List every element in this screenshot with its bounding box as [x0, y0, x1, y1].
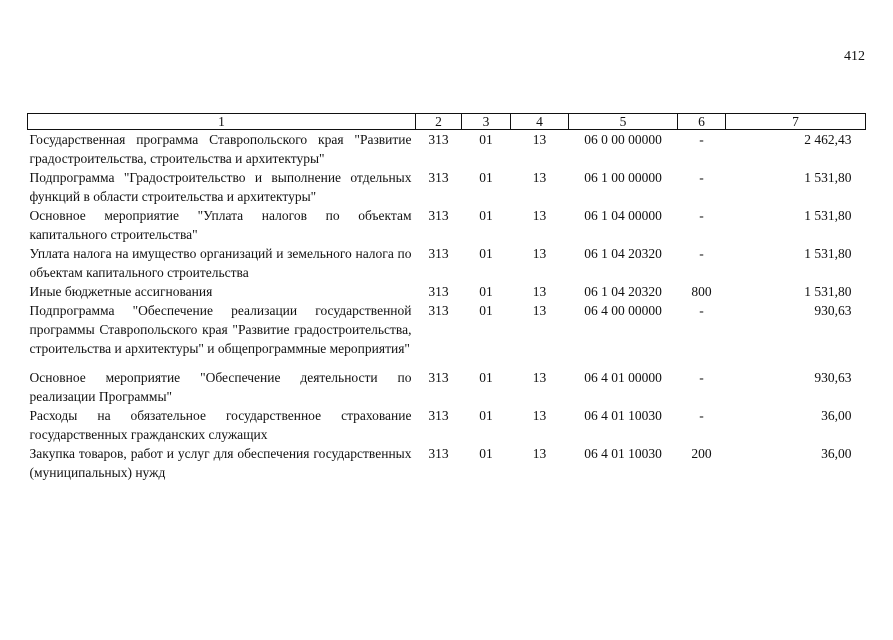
row-ved: 313 — [428, 303, 449, 318]
row-name: Уплата налога на имущество организаций и земельного налога по объектам капитального строительства — [29, 246, 412, 280]
row-pr: 13 — [532, 408, 547, 423]
row-csr: 06 1 00 00000 — [584, 170, 662, 185]
header-row — [28, 114, 866, 130]
table-header — [28, 114, 866, 130]
header-col-2: 2 — [416, 114, 462, 130]
row-pr: 13 — [532, 303, 547, 318]
row-name: Основное мероприятие "Обеспечение деятельности по реализации Программы" — [29, 370, 412, 404]
row-vr: - — [699, 208, 704, 223]
row-csr: 06 4 01 00000 — [584, 370, 662, 385]
row-name: Государственная программа Ставропольского края "Развитие градостроительства, строительства и архитектуры" — [29, 132, 412, 166]
row-sum: 1 531,80 — [804, 208, 852, 223]
row-ved: 313 — [428, 208, 449, 223]
row-ved: 313 — [428, 284, 449, 299]
row-pr: 13 — [532, 170, 547, 185]
table-row — [28, 368, 866, 406]
row-pr: 13 — [532, 284, 547, 299]
row-rz: 01 — [479, 246, 493, 261]
row-vr: - — [699, 170, 704, 185]
row-rz: 01 — [479, 284, 493, 299]
row-vr: 800 — [691, 284, 712, 299]
row-pr: 13 — [532, 246, 547, 261]
row-sum: 36,00 — [821, 408, 852, 423]
table-row — [28, 206, 866, 244]
header-col-7: 7 — [726, 114, 866, 130]
row-vr: - — [699, 370, 704, 385]
row-vr: - — [699, 246, 704, 261]
row-csr: 06 4 00 00000 — [584, 303, 662, 318]
row-name: Подпрограмма "Градостроительство и выполнение отдельных функций в области строительства и архитектуры" — [29, 170, 412, 204]
row-pr: 13 — [532, 132, 547, 147]
row-rz: 01 — [479, 370, 493, 385]
row-csr: 06 1 04 00000 — [584, 208, 662, 223]
row-csr: 06 1 04 20320 — [584, 284, 662, 299]
row-csr: 06 1 04 20320 — [584, 246, 662, 261]
page-number: 412 — [844, 49, 865, 64]
row-ved: 313 — [428, 446, 449, 461]
budget-table — [27, 113, 866, 482]
table-row — [28, 130, 866, 169]
row-rz: 01 — [479, 408, 493, 423]
row-name: Подпрограмма "Обеспечение реализации государственной программы Ставропольского края "Развитие градостроительства, строительства и архитектуры" и общепрограммные мероприятия" — [29, 303, 412, 356]
header-col-5: 5 — [569, 114, 678, 130]
row-vr: 200 — [691, 446, 712, 461]
row-vr: - — [699, 408, 704, 423]
row-ved: 313 — [428, 170, 449, 185]
row-name: Расходы на обязательное государственное страхование государственных гражданских служащих — [29, 408, 412, 442]
row-sum: 1 531,80 — [804, 246, 852, 261]
row-csr: 06 0 00 00000 — [584, 132, 662, 147]
row-rz: 01 — [479, 303, 493, 318]
table-row — [28, 244, 866, 282]
row-ved: 313 — [428, 408, 449, 423]
row-sum: 930,63 — [814, 370, 852, 385]
row-name: Иные бюджетные ассигнования — [29, 284, 213, 299]
row-ved: 313 — [428, 132, 449, 147]
table-row — [28, 282, 866, 301]
row-sum: 1 531,80 — [804, 284, 852, 299]
table-body — [28, 130, 866, 483]
row-rz: 01 — [479, 208, 493, 223]
row-rz: 01 — [479, 446, 493, 461]
row-rz: 01 — [479, 170, 493, 185]
row-sum: 930,63 — [814, 303, 852, 318]
row-csr: 06 4 01 10030 — [584, 408, 662, 423]
header-col-3: 3 — [462, 114, 511, 130]
table-row — [28, 301, 866, 368]
header-col-1: 1 — [28, 114, 416, 130]
header-col-6: 6 — [678, 114, 726, 130]
row-vr: - — [699, 132, 704, 147]
table-row — [28, 168, 866, 206]
row-ved: 313 — [428, 246, 449, 261]
row-pr: 13 — [532, 208, 547, 223]
row-name: Основное мероприятие "Уплата налогов по объектам капитального строительства" — [29, 208, 412, 242]
row-csr: 06 4 01 10030 — [584, 446, 662, 461]
table-row — [28, 406, 866, 444]
table-row — [28, 444, 866, 482]
row-sum: 36,00 — [821, 446, 852, 461]
header-col-4: 4 — [511, 114, 569, 130]
row-name: Закупка товаров, работ и услуг для обеспечения государственных (муниципальных) нужд — [29, 446, 412, 480]
row-sum: 2 462,43 — [804, 132, 852, 147]
row-rz: 01 — [479, 132, 493, 147]
row-pr: 13 — [532, 370, 547, 385]
row-vr: - — [699, 303, 704, 318]
row-pr: 13 — [532, 446, 547, 461]
row-sum: 1 531,80 — [804, 170, 852, 185]
row-ved: 313 — [428, 370, 449, 385]
